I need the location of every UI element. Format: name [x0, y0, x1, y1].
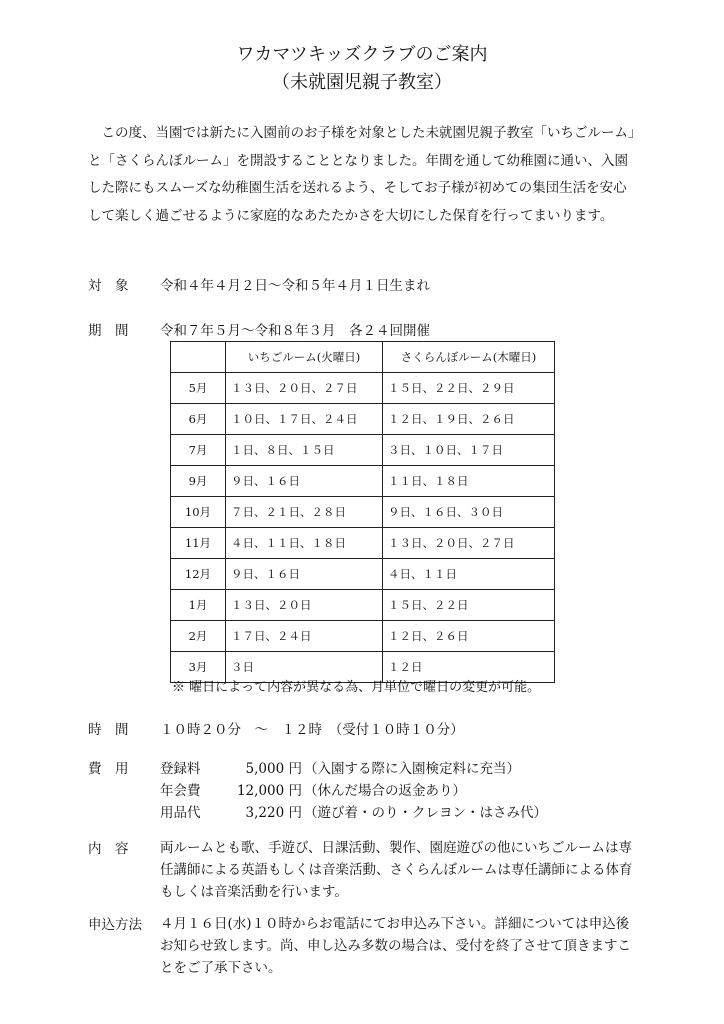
ichigo-dates: ７日、２１日、２８日 [226, 497, 383, 528]
table-row [171, 373, 555, 404]
sakuranbo-dates: １２日、１９日、２６日 [383, 404, 555, 435]
table-row [171, 528, 555, 559]
month-cell: 6月 [171, 404, 226, 435]
fee-name: 登録料 [160, 761, 201, 777]
schedule-header-row [171, 342, 555, 373]
page-title: ワカマツキッズクラブのご案内 [236, 44, 488, 65]
sakuranbo-dates: １５日、２２日 [383, 590, 555, 621]
table-row [171, 435, 555, 466]
intro-paragraph: この度、当園では新たに入園前のお子様を対象とした未就園児親子教室「いちごルーム」と「さくらんぼルーム」を開設することとなりました。年間を通して幼稚園に通い、入園した際にもスムーズな幼稚園生活を送れるよう、そしてお子様が初めての集団生活を安心して楽しく過ごせるように家庭的なあたたかさを大切にした保育を行ってまいります。 [88, 125, 635, 224]
ichigo-dates: １日、８日、１５日 [226, 435, 383, 466]
schedule-table [170, 341, 555, 683]
apply-label: 申込方法 [88, 917, 142, 933]
target-label: 対 象 [88, 278, 129, 294]
ichigo-dates: １３日、２０日、２７日 [226, 373, 383, 404]
table-row [171, 559, 555, 590]
sakuranbo-dates: ４日、１１日 [383, 559, 555, 590]
apply-text: ４月１６日(水)１０時からお電話にてお申込み下さい。詳細については申込後お知らせ致します。尚、申し込み多数の場合は、受付を終了させて頂きますことをご了承下さい。 [160, 916, 632, 976]
fee-name: 用品代 [160, 805, 201, 821]
sakuranbo-dates: ３日、１０日、１７日 [383, 435, 555, 466]
fee-note: （入園する際に入園検定料に充当） [304, 761, 520, 777]
ichigo-dates: ４日、１１日、１８日 [226, 528, 383, 559]
table-row [171, 621, 555, 652]
fee-amount: 5,000 円 [245, 761, 302, 777]
fee-name: 年会費 [160, 783, 201, 799]
fee-amount: 3,220 円 [245, 805, 302, 821]
month-cell: 12月 [171, 559, 226, 590]
sakuranbo-dates: １２日、２６日 [383, 621, 555, 652]
fee-note: （休んだ場合の返金あり） [304, 783, 466, 799]
month-cell: 10月 [171, 497, 226, 528]
month-cell: 1月 [171, 590, 226, 621]
month-cell: 9月 [171, 466, 226, 497]
header-sakuranbo: さくらんぼルーム(木曜日) [383, 342, 555, 373]
ichigo-dates: １０日、１７日、２４日 [226, 404, 383, 435]
header-ichigo: いちごルーム(火曜日) [226, 342, 383, 373]
ichigo-dates: ９日、１６日 [226, 466, 383, 497]
table-row [171, 590, 555, 621]
time-label: 時 間 [88, 722, 129, 738]
table-row [171, 404, 555, 435]
month-cell: 2月 [171, 621, 226, 652]
sakuranbo-dates: １５日、２２日、２９日 [383, 373, 555, 404]
content-label: 内 容 [88, 841, 129, 857]
month-cell: 3月 [171, 652, 226, 683]
period-value: 令和７年５月～令和８年３月 各２４回開催 [160, 323, 430, 339]
content-text: 両ルームとも歌、手遊び、日課活動、製作、園庭遊びの他にいちごルームは専任講師による英語もしくは音楽活動、さくらんぼルームは専任講師による体育もしくは音楽活動を行います。 [160, 840, 633, 900]
ichigo-dates: １３日、２０日 [226, 590, 383, 621]
ichigo-dates: １７日、２４日 [226, 621, 383, 652]
fee-amount: 12,000 円 [236, 783, 302, 799]
month-cell: 7月 [171, 435, 226, 466]
schedule-note: ※ 曜日によって内容が異なる為、月単位で曜日の変更が可能。 [172, 680, 541, 695]
table-row [171, 497, 555, 528]
period-label: 期 間 [88, 323, 129, 339]
header-month [171, 342, 226, 373]
sakuranbo-dates: ９日、１６日、３０日 [383, 497, 555, 528]
ichigo-dates: ９日、１６日 [226, 559, 383, 590]
target-value: 令和４年４月２日～令和５年４月１日生まれ [160, 278, 430, 294]
fees-label: 費 用 [88, 761, 129, 777]
month-cell: 11月 [171, 528, 226, 559]
page-subtitle: （未就園児親子教室） [272, 72, 452, 93]
table-row [171, 466, 555, 497]
sakuranbo-dates: １１日、１８日 [383, 466, 555, 497]
month-cell: 5月 [171, 373, 226, 404]
ichigo-dates: ３日 [226, 652, 383, 683]
sakuranbo-dates: １２日 [383, 652, 555, 683]
fee-note: （遊び着・のり・クレヨン・はさみ代） [304, 805, 547, 821]
time-value: １０時２０分 ～ １２時 （受付１０時１０分） [160, 722, 464, 738]
sakuranbo-dates: １３日、２０日、２７日 [383, 528, 555, 559]
